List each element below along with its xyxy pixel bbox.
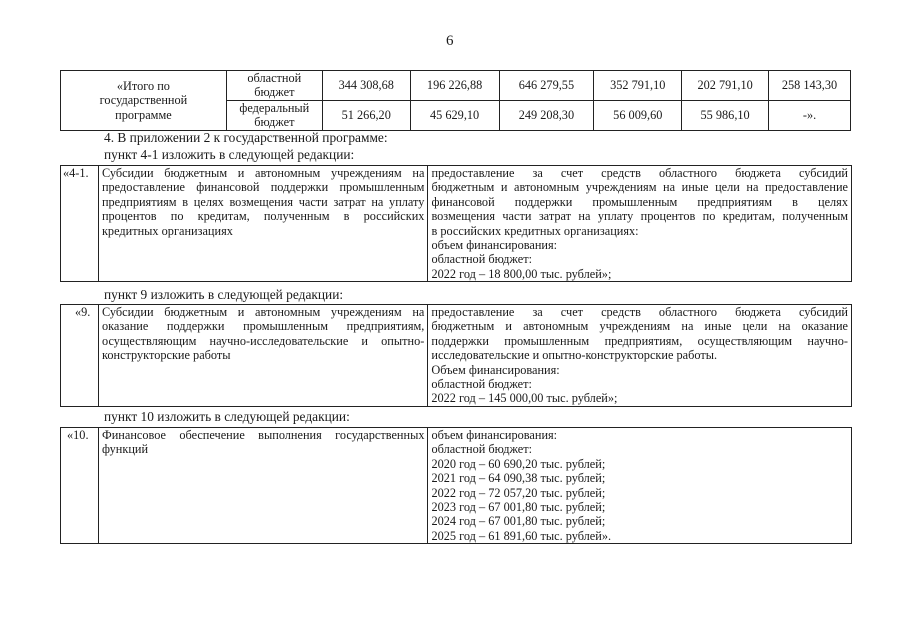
description-line: областной бюджет: xyxy=(431,442,533,457)
summary-table xyxy=(60,70,851,131)
table-cell: 56 009,60 xyxy=(594,100,682,130)
table-cell: 646 279,55 xyxy=(499,71,594,101)
description-line: 2024 год – 67 001,80 тыс. рублей; xyxy=(431,514,606,529)
description-line: 2022 год – 72 057,20 тыс. рублей; xyxy=(431,485,606,500)
description-line: возмещения части затрат на уплату процентов по кредитам, полученным xyxy=(431,209,848,224)
description-line: в российских кредитных организациях: xyxy=(431,223,639,238)
item-name: Субсидии бюджетным и автономным учреждениям на оказание поддержки промышленным предприятиям, осуществляющим научно-исследовательские и опытно-конструкторские работы xyxy=(98,305,427,407)
item-description xyxy=(428,166,852,282)
intro-line: 4. В приложении 2 к государственной программе: xyxy=(104,130,388,145)
description-line: объем финансирования: xyxy=(431,428,558,442)
item-table xyxy=(60,165,852,282)
table-cell: 196 226,88 xyxy=(410,71,499,101)
item-table xyxy=(60,304,852,407)
budget-source: федеральный бюджет xyxy=(226,100,322,130)
description-line: 2022 год – 18 800,00 тыс. рублей»; xyxy=(431,266,612,281)
item-description xyxy=(428,428,852,544)
description-line: 2021 год – 64 090,38 тыс. рублей; xyxy=(431,471,606,486)
item-heading: пункт 10 изложить в следующей редакции: xyxy=(104,409,350,424)
description-line: 2020 год – 60 690,20 тыс. рублей; xyxy=(431,456,606,471)
description-line: 2022 год – 145 000,00 тыс. рублей»; xyxy=(431,391,618,406)
item-number: «4-1. xyxy=(61,166,99,282)
item-heading: пункт 4-1 изложить в следующей редакции: xyxy=(104,147,355,162)
table-cell: 45 629,10 xyxy=(410,100,499,130)
item-description xyxy=(428,305,852,407)
item-name: Субсидии бюджетным и автономным учреждениям на предоставление финансовой поддержки промышленным предприятиям в целях возмещения части затрат на уплату процентов по кредитам, полученным в российских кредитных организациях xyxy=(98,166,427,282)
table-cell: 352 791,10 xyxy=(594,71,682,101)
description-line: финансовой поддержки промышленным предприятиям в целях xyxy=(431,194,848,209)
item-number: «10. xyxy=(61,428,99,544)
description-line: 2025 год – 61 891,60 тыс. рублей». xyxy=(431,528,612,543)
description-line: предоставление за счет средств областного бюджета субсидий xyxy=(431,305,848,319)
description-line: областной бюджет: xyxy=(431,377,532,392)
description-line: Объем финансирования: xyxy=(431,362,560,377)
item-name: Финансовое обеспечение выполнения государственных функций xyxy=(98,428,428,544)
description-line: бюджетным и автономным учреждениям на иные цели на оказание xyxy=(431,319,848,334)
table-cell: 249 208,30 xyxy=(499,100,594,130)
summary-label: «Итого по государственной программе xyxy=(61,71,227,131)
table-cell: 258 143,30 xyxy=(769,71,851,101)
table-cell: 344 308,68 xyxy=(322,71,410,101)
description-line: поддержки промышленным предприятиям, осуществляющим научно- xyxy=(431,333,848,348)
item-number: «9. xyxy=(61,305,99,407)
table-cell: 202 791,10 xyxy=(682,71,769,101)
description-line: предоставление за счет средств областного бюджета субсидий xyxy=(431,166,848,180)
budget-source: областной бюджет xyxy=(226,71,322,101)
description-line: областной бюджет: xyxy=(431,252,533,267)
description-line: исследовательские и опытно-конструкторские работы. xyxy=(431,348,718,363)
table-cell: -». xyxy=(769,100,851,130)
description-line: 2023 год – 67 001,80 тыс. рублей; xyxy=(431,500,606,515)
description-line: объем финансирования: xyxy=(431,238,558,253)
table-cell: 55 986,10 xyxy=(682,100,769,130)
description-line: бюджетным и автономным учреждениям на иные цели на предоставление xyxy=(431,180,848,195)
item-table xyxy=(60,427,852,544)
page-number: 6 xyxy=(446,33,454,49)
item-heading: пункт 9 изложить в следующей редакции: xyxy=(104,287,344,302)
table-cell: 51 266,20 xyxy=(322,100,410,130)
